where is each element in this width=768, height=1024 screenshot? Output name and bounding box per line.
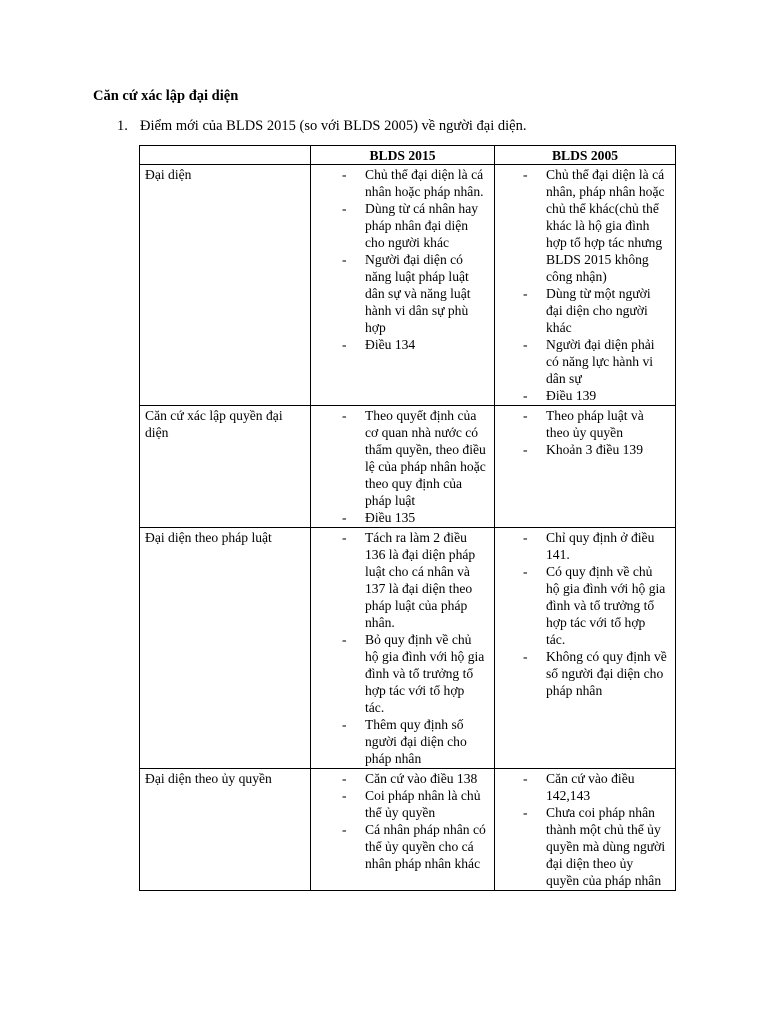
blds-2005-cell: [495, 165, 676, 406]
list-item: - Điều 139: [495, 387, 667, 404]
list-item: - Căn cứ vào điều 138: [311, 770, 486, 787]
list-item: - Người đại diện có năng luật pháp luật dân sự và năng luật hành vi dân sự phù hợp: [311, 251, 486, 336]
table-row: [140, 165, 676, 406]
bullet-list: [311, 406, 494, 527]
blds-2005-cell: [495, 406, 676, 528]
header-topic: [140, 146, 311, 165]
topic-cell: [140, 165, 311, 406]
topic-text: Đại diện: [145, 167, 192, 182]
table-header-row: [140, 146, 676, 165]
list-item: - Tách ra làm 2 điều 136 là đại diện pháp luật cho cá nhân và 137 là đại diện theo pháp luật của pháp nhân.: [311, 529, 486, 631]
bullet-list: [311, 165, 494, 354]
list-item: - Chủ thể đại diện là cá nhân, pháp nhân hoặc chủ thể khác(chủ thể khác là hộ gia đình hợp tổ hợp tác nhưng BLDS 2015 không công nhận): [495, 166, 667, 285]
topic-cell: [140, 406, 311, 528]
topic-cell: [140, 528, 311, 769]
list-item: - Căn cứ vào điều 142,143: [495, 770, 667, 804]
blds-2005-cell: [495, 528, 676, 769]
list-item: - Chưa coi pháp nhân thành một chủ thể ủy quyền mà dùng người đại diện theo ủy quyền của pháp nhân: [495, 804, 667, 889]
blds-2005-cell: [495, 769, 676, 891]
bullet-list: [495, 528, 675, 700]
bullet-list: [495, 406, 675, 459]
list-item: - Không có quy định về số người đại diện cho pháp nhân: [495, 648, 667, 699]
list-item: - Coi pháp nhân là chủ thể ủy quyền: [311, 787, 486, 821]
bullet-list: [311, 769, 494, 873]
bullet-list: [495, 165, 675, 405]
list-item: - Thêm quy định số người đại diện cho pháp nhân: [311, 716, 486, 767]
blds-2015-cell: [311, 528, 495, 769]
table-row: [140, 769, 676, 891]
list-item: - Điều 135: [311, 509, 486, 526]
list-item: - Dùng từ cá nhân hay pháp nhân đại diện cho người khác: [311, 200, 486, 251]
header-blds-2015: BLDS 2015: [311, 146, 495, 165]
blds-2015-cell: [311, 769, 495, 891]
list-item: - Chủ thể đại diện là cá nhân hoặc pháp nhân.: [311, 166, 486, 200]
table-row: [140, 528, 676, 769]
list-item: - Điều 134: [311, 336, 486, 353]
list-item: - Cá nhân pháp nhân có thể ủy quyền cho cá nhân pháp nhân khác: [311, 821, 486, 872]
blds-2015-cell: [311, 165, 495, 406]
topic-cell: [140, 769, 311, 891]
header-blds-2005: BLDS 2005: [495, 146, 676, 165]
topic-text: Đại diện theo pháp luật: [145, 530, 272, 545]
bullet-list: [495, 769, 675, 890]
topic-text: Đại diện theo ủy quyền: [145, 771, 272, 786]
list-item: - Theo pháp luật và theo ủy quyền: [495, 407, 667, 441]
list-item: - Chỉ quy định ở điều 141.: [495, 529, 667, 563]
list-item: - Có quy định về chủ hộ gia đình với hộ gia đình và tổ trưởng tổ hợp tác với tổ hợp tác.: [495, 563, 667, 648]
list-item: - Theo quyết định của cơ quan nhà nước có thẩm quyền, theo điều lệ của pháp nhân hoặc theo quy định của pháp luật: [311, 407, 486, 509]
blds-2015-cell: [311, 406, 495, 528]
list-item: - Dùng từ một người đại diện cho người khác: [495, 285, 667, 336]
bullet-list: [311, 528, 494, 768]
intro-text: Điểm mới của BLDS 2015 (so với BLDS 2005) về người đại diện.: [140, 118, 527, 134]
topic-text: Căn cứ xác lập quyền đại diện: [145, 408, 283, 440]
list-number: 1.: [117, 118, 128, 134]
list-item: - Khoản 3 điều 139: [495, 441, 667, 458]
intro-list-item: [117, 116, 526, 136]
table-row: [140, 406, 676, 528]
list-item: - Người đại diện phải có năng lực hành vi dân sự: [495, 336, 667, 387]
list-item: - Bỏ quy định về chủ hộ gia đình với hộ gia đình và tổ trưởng tổ hợp tác với tổ hợp tác.: [311, 631, 486, 716]
section-heading: Căn cứ xác lập đại diện: [93, 88, 239, 104]
comparison-table: [139, 145, 676, 891]
